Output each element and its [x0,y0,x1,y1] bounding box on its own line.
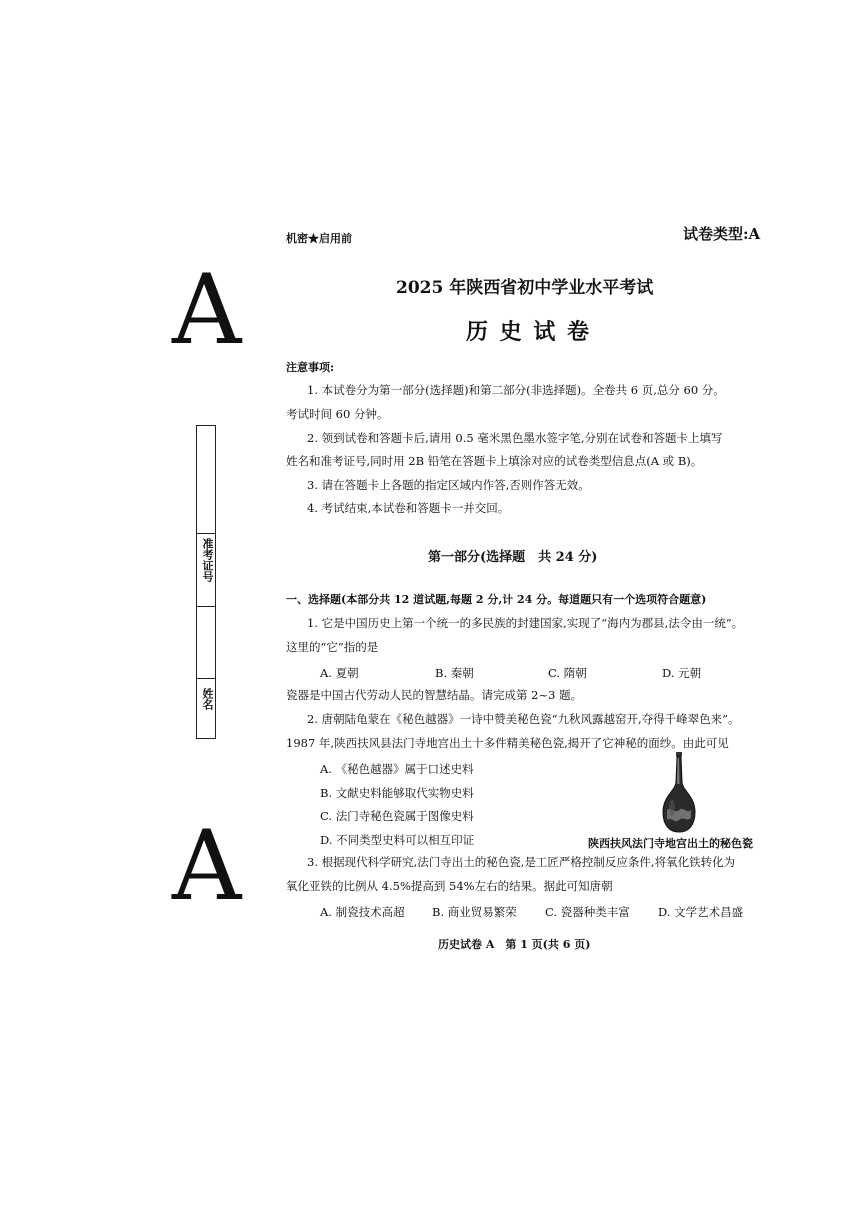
q3-stem: 3. 根据现代科学研究,法门寺出土的秘色瓷,是工匠严格控制反应条件,将氧化铁转化为 [307,855,736,869]
paper-type-letter-top: A [172,254,242,366]
part1-heading: 第一部分(选择题 共 24 分) [428,550,598,565]
name-label: 姓名 [201,688,214,710]
notice-line: 姓名和准考证号,同时用 2B 铅笔在答题卡上填涂对应的试卷类型信息点(A 或 B)。 [286,454,703,468]
q2-option-a: A. 《秘色越器》属于口述史料 [320,762,474,776]
exam-id-label: 准考证号 [201,538,214,582]
q1-stem: 1. 它是中国历史上第一个统一的多民族的封建国家,实现了“海内为郡县,法令由一统”。 [307,616,744,630]
notice-line: 考试时间 60 分钟。 [286,407,389,421]
exam-subject: 历 史 试 卷 [466,319,591,345]
q3-option-d: D. 文学艺术昌盛 [658,905,744,919]
box-divider [197,606,215,607]
q2-option-b: B. 文献史料能够取代实物史料 [320,786,474,800]
q2-option-c: C. 法门寺秘色瓷属于图像史料 [320,809,474,823]
section-intro: 一、选择题(本部分共 12 道试题,每题 2 分,计 24 分。每道题只有一个选项符合题意) [286,593,707,606]
figure-caption: 陕西扶风法门寺地宫出土的秘色瓷 [588,837,753,850]
candidate-info-box [196,425,216,739]
notice-line: 1. 本试卷分为第一部分(选择题)和第二部分(非选择题)。全卷共 6 页,总分 60 分。 [307,383,725,397]
notice-heading: 注意事项: [286,361,335,374]
paper-type-letter-bottom: A [172,810,242,922]
q1-option-a: A. 夏朝 [320,666,359,680]
q1-stem: 这里的“它”指的是 [286,640,379,654]
q2-stem: 2. 唐朝陆龟蒙在《秘色越器》一诗中赞美秘色瓷“九秋风露越窑开,夺得千峰翠色来”。 [307,712,740,726]
notice-line: 4. 考试结束,本试卷和答题卡一并交回。 [307,501,510,515]
q1-option-b: B. 秦朝 [435,666,474,680]
q3-option-c: C. 瓷器种类丰富 [545,905,630,919]
box-divider [197,678,215,679]
q1-option-c: C. 隋朝 [548,666,587,680]
q2-option-d: D. 不同类型史料可以相互印证 [320,833,475,847]
confidential-mark: 机密★启用前 [286,232,352,245]
q3-option-a: A. 制瓷技术高超 [320,905,405,919]
q3-stem: 氧化亚铁的比例从 4.5%提高到 54%左右的结果。据此可知唐朝 [286,879,613,893]
box-divider [197,533,215,534]
q2-stem: 1987 年,陕西扶风县法门寺地宫出土十多件精美秘色瓷,揭开了它神秘的面纱。由此可见 [286,736,729,750]
page-footer: 历史试卷 A 第 1 页(共 6 页) [438,938,591,951]
notice-line: 3. 请在答题卡上各题的指定区域内作答,否则作答无效。 [307,478,590,492]
q1-option-d: D. 元朝 [662,666,702,680]
notice-line: 2. 领到试卷和答题卡后,请用 0.5 毫米黑色墨水签字笔,分别在试卷和答题卡上填写 [307,431,723,445]
paper-type: 试卷类型:A [683,225,761,243]
exam-title: 2025 年陕西省初中学业水平考试 [396,278,654,298]
q3-option-b: B. 商业贸易繁荣 [432,905,517,919]
passage-intro: 瓷器是中国古代劳动人民的智慧结晶。请完成第 2~3 题。 [286,688,583,702]
secret-color-porcelain-vase-image [655,752,705,834]
